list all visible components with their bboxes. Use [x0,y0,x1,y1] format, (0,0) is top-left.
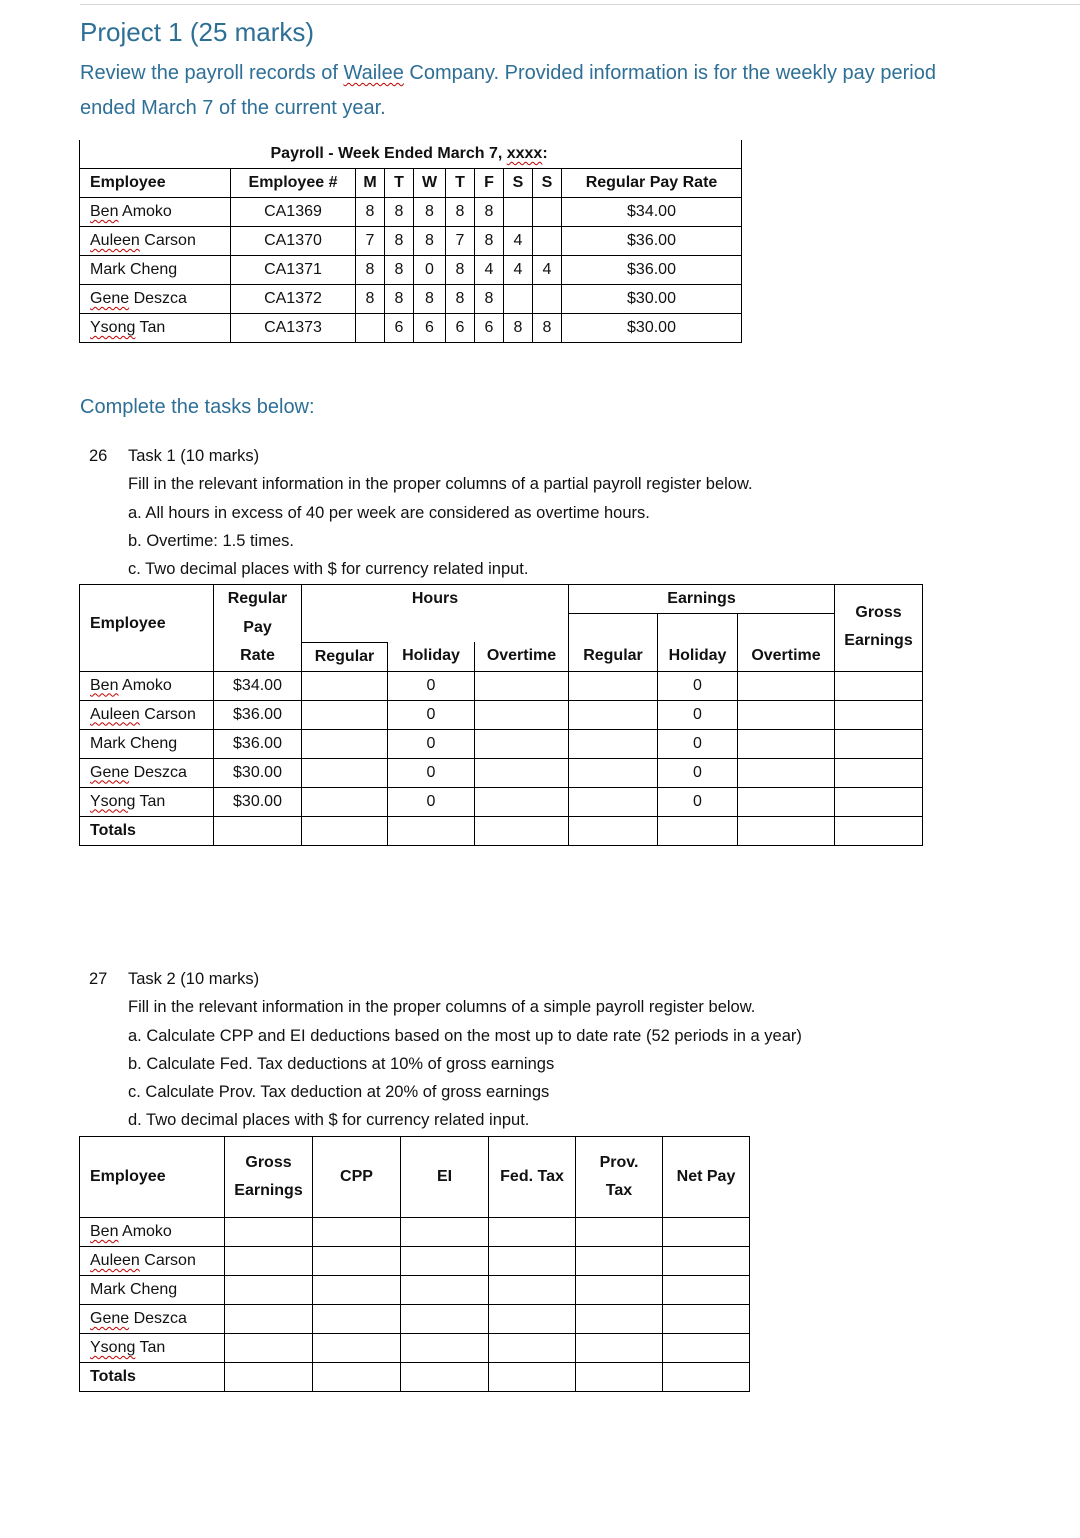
t1-overtime-earnings-cell[interactable] [738,787,835,816]
t2-row [80,1305,750,1334]
page-title: Project 1 (25 marks) [80,17,315,47]
t2-header-cpp: CPP [313,1137,401,1218]
employee-number: CA1369 [231,198,356,227]
daily-hours: 6 [414,314,446,343]
t1-regular-hours-cell[interactable] [302,758,388,787]
t1-total-cell[interactable] [475,816,569,845]
employee-name: Ben Amoko [80,1218,225,1247]
t2-row [80,1218,750,1247]
header-day: W [414,169,446,198]
t1-overtime-hours-cell[interactable] [475,729,569,758]
daily-hours: 4 [533,256,562,285]
t1-row [80,671,923,700]
t1-totals-row [80,816,923,845]
t2-ei-cell[interactable] [401,1218,489,1247]
t2-prov-tax-cell[interactable] [576,1247,663,1276]
t1-regular-hours-cell[interactable] [302,729,388,758]
regular-pay-rate: $36.00 [562,227,742,256]
header-day: T [446,169,475,198]
t1-header-hours: Hours [302,585,569,614]
t1-subheader-overtime-earnings: Overtime [738,642,835,671]
daily-hours: 0 [414,256,446,285]
daily-hours: 8 [475,227,504,256]
t2-cpp-cell[interactable] [313,1218,401,1247]
t2-header-ei: EI [401,1137,489,1218]
daily-hours: 8 [533,314,562,343]
t2-fed-tax-cell[interactable] [489,1276,576,1305]
employee-name: Mark Cheng [80,729,214,758]
t2-fed-tax-cell[interactable] [489,1305,576,1334]
t1-header-gross-earnings: Gross Earnings [835,585,923,672]
daily-hours: 4 [504,227,533,256]
task2-line: a. Calculate CPP and EI deductions based on the most up to date rate (52 periods in a year) [128,1026,802,1045]
t1-holiday-earnings: 0 [658,787,738,816]
task2-line: b. Calculate Fed. Tax deductions at 10% of gross earnings [128,1054,555,1073]
employee-name: Gene Deszca [80,758,214,787]
t2-prov-tax-cell[interactable] [576,1276,663,1305]
t2-fed-tax-cell[interactable] [489,1334,576,1363]
payroll-row [80,256,742,285]
t1-overtime-earnings-cell[interactable] [738,758,835,787]
header-day: T [385,169,414,198]
t1-total-cell[interactable] [569,816,658,845]
t1-regular-hours-cell[interactable] [302,787,388,816]
t2-net-pay-cell[interactable] [663,1334,750,1363]
t2-total-cell[interactable] [401,1363,489,1392]
t2-header-employee: Employee [80,1137,225,1218]
regular-pay-rate: $34.00 [562,198,742,227]
intro-text-b: Company. Provided information is for the weekly pay period [403,62,936,84]
simple-payroll-register [79,1136,750,1392]
t1-gross-earnings-cell[interactable] [835,787,923,816]
t2-ei-cell[interactable] [401,1334,489,1363]
daily-hours: 8 [385,198,414,227]
intro-text-a: Review the payroll records of [80,62,344,84]
header-day: S [533,169,562,198]
task1-line: c. Two decimal places with $ for currency related input. [128,560,529,579]
daily-hours: 8 [475,285,504,314]
t1-subheader-regular-hours: Regular [302,642,388,671]
task1-number: 26 [89,447,108,465]
header-day: M [356,169,385,198]
t1-overtime-hours-cell[interactable] [475,787,569,816]
t1-total-cell[interactable] [658,816,738,845]
t1-header-earnings: Earnings [569,585,835,614]
daily-hours: 8 [414,227,446,256]
t1-pay-rate: $30.00 [214,758,302,787]
employee-name: Auleen Carson [80,1247,225,1276]
regular-pay-rate: $36.00 [562,256,742,285]
t2-row [80,1276,750,1305]
daily-hours [533,198,562,227]
t2-cpp-cell[interactable] [313,1247,401,1276]
t1-holiday-earnings: 0 [658,729,738,758]
t2-total-cell[interactable] [489,1363,576,1392]
task2-number: 27 [89,970,108,988]
t1-total-cell[interactable] [302,816,388,845]
daily-hours [356,314,385,343]
employee-name: Mark Cheng [80,256,231,285]
t1-overtime-earnings-cell[interactable] [738,671,835,700]
t2-totals-row [80,1363,750,1392]
t1-overtime-hours-cell[interactable] [475,758,569,787]
t1-totals-label: Totals [80,816,214,845]
employee-number: CA1372 [231,285,356,314]
t1-regular-hours-cell[interactable] [302,671,388,700]
t1-pay-rate: $34.00 [214,671,302,700]
daily-hours: 8 [356,256,385,285]
t2-ei-cell[interactable] [401,1247,489,1276]
employee-name: Auleen Carson [80,700,214,729]
t1-total-cell[interactable] [835,816,923,845]
employee-name: Gene Deszca [80,1305,225,1334]
t1-header-regular-pay-rate: Regular Pay Rate [214,585,302,672]
t1-regular-earnings-cell[interactable] [569,729,658,758]
t1-subheader-overtime-hours: Overtime [475,642,569,671]
header-day: F [475,169,504,198]
t2-totals-label: Totals [80,1363,225,1392]
t1-regular-earnings-cell[interactable] [569,671,658,700]
daily-hours: 6 [475,314,504,343]
task2-instructions [89,965,802,1135]
t2-gross-cell[interactable] [225,1218,313,1247]
payroll-caption: Payroll - Week Ended March 7, xxxx: [270,145,548,162]
employee-name: Ysong Tan [80,1334,225,1363]
daily-hours: 8 [356,285,385,314]
payroll-row [80,227,742,256]
daily-hours: 7 [356,227,385,256]
t1-holiday-hours: 0 [388,729,475,758]
t2-ei-cell[interactable] [401,1305,489,1334]
t1-total-cell[interactable] [388,816,475,845]
t1-overtime-earnings-cell[interactable] [738,729,835,758]
t2-cpp-cell[interactable] [313,1334,401,1363]
payroll-records-table [79,140,742,343]
t1-holiday-hours: 0 [388,787,475,816]
t1-holiday-hours: 0 [388,758,475,787]
intro-paragraph [80,56,1020,126]
t2-cpp-cell[interactable] [313,1276,401,1305]
task2-title: Task 2 (10 marks) [128,970,260,988]
daily-hours [533,227,562,256]
t1-overtime-hours-cell[interactable] [475,700,569,729]
employee-name: Mark Cheng [80,1276,225,1305]
employee-number: CA1371 [231,256,356,285]
partial-payroll-register [79,584,923,846]
t2-header-prov-tax: Prov. Tax [576,1137,663,1218]
employee-name: Ben Amoko [80,198,231,227]
t1-regular-earnings-cell[interactable] [569,758,658,787]
t2-fed-tax-cell[interactable] [489,1247,576,1276]
daily-hours: 8 [385,256,414,285]
daily-hours [504,198,533,227]
employee-name: Ysong Tan [80,314,231,343]
t1-pay-rate: $30.00 [214,787,302,816]
header-employee: Employee [80,169,231,198]
t1-overtime-hours-cell[interactable] [475,671,569,700]
daily-hours: 8 [414,285,446,314]
daily-hours: 8 [475,198,504,227]
t2-header-gross-earnings: Gross Earnings [225,1137,313,1218]
t1-regular-hours-cell[interactable] [302,700,388,729]
t1-subheader-holiday-hours: Holiday [388,642,475,671]
t2-net-pay-cell[interactable] [663,1247,750,1276]
task2-line: d. Two decimal places with $ for currency related input. [128,1111,530,1130]
daily-hours: 8 [356,198,385,227]
payroll-caption-row [80,140,742,169]
t1-total-cell[interactable] [738,816,835,845]
task1-line: b. Overtime: 1.5 times. [128,531,294,550]
daily-hours: 8 [414,198,446,227]
t2-cpp-cell[interactable] [313,1305,401,1334]
task1-line: a. All hours in excess of 40 per week are considered as overtime hours. [128,503,650,522]
t1-total-cell[interactable] [214,816,302,845]
task1-line: Fill in the relevant information in the proper columns of a partial payroll register below. [128,475,753,494]
daily-hours: 4 [504,256,533,285]
t1-holiday-hours: 0 [388,700,475,729]
employee-name: Ysong Tan [80,787,214,816]
t1-gross-earnings-cell[interactable] [835,671,923,700]
employee-name: Ben Amoko [80,671,214,700]
t1-holiday-hours: 0 [388,671,475,700]
top-rule [80,4,1080,5]
t1-pay-rate: $36.00 [214,729,302,758]
daily-hours: 8 [385,285,414,314]
t1-gross-earnings-cell[interactable] [835,729,923,758]
intro-text-c: ended March 7 of the current year. [80,97,386,119]
t2-prov-tax-cell[interactable] [576,1305,663,1334]
task1-instructions [89,442,753,583]
t1-regular-earnings-cell[interactable] [569,787,658,816]
daily-hours: 8 [385,227,414,256]
t1-holiday-earnings: 0 [658,671,738,700]
t1-pay-rate: $36.00 [214,700,302,729]
t1-gross-earnings-cell[interactable] [835,700,923,729]
daily-hours: 4 [475,256,504,285]
t2-gross-cell[interactable] [225,1334,313,1363]
complete-tasks-heading: Complete the tasks below: [80,396,315,418]
t2-total-cell[interactable] [225,1363,313,1392]
daily-hours: 6 [446,314,475,343]
t2-total-cell[interactable] [576,1363,663,1392]
t2-header-fed-tax: Fed. Tax [489,1137,576,1218]
t2-prov-tax-cell[interactable] [576,1218,663,1247]
t1-subheader-regular-earnings: Regular [569,642,658,671]
header-regular-pay-rate: Regular Pay Rate [562,169,742,198]
daily-hours: 8 [446,256,475,285]
t2-header-net-pay: Net Pay [663,1137,750,1218]
t2-row [80,1334,750,1363]
t1-row [80,758,923,787]
employee-number: CA1373 [231,314,356,343]
t1-header-employee: Employee [80,585,214,672]
t2-net-pay-cell[interactable] [663,1276,750,1305]
daily-hours: 6 [385,314,414,343]
t2-gross-cell[interactable] [225,1276,313,1305]
t1-regular-earnings-cell[interactable] [569,700,658,729]
t1-row [80,787,923,816]
t2-ei-cell[interactable] [401,1276,489,1305]
daily-hours: 8 [446,285,475,314]
payroll-header-row [80,169,742,198]
intro-company-word: Wailee [343,62,404,84]
t2-net-pay-cell[interactable] [663,1305,750,1334]
t1-holiday-earnings: 0 [658,758,738,787]
payroll-row [80,285,742,314]
t2-total-cell[interactable] [663,1363,750,1392]
task2-line: Fill in the relevant information in the proper columns of a simple payroll register below. [128,998,756,1017]
t1-gross-earnings-cell[interactable] [835,758,923,787]
header-day: S [504,169,533,198]
payroll-row [80,198,742,227]
t2-net-pay-cell[interactable] [663,1218,750,1247]
daily-hours [504,285,533,314]
daily-hours: 7 [446,227,475,256]
t2-fed-tax-cell[interactable] [489,1218,576,1247]
t1-row [80,729,923,758]
task1-title: Task 1 (10 marks) [128,447,260,465]
employee-name: Auleen Carson [80,227,231,256]
t1-holiday-earnings: 0 [658,700,738,729]
t1-overtime-earnings-cell[interactable] [738,700,835,729]
t2-gross-cell[interactable] [225,1247,313,1276]
employee-name: Gene Deszca [80,285,231,314]
regular-pay-rate: $30.00 [562,314,742,343]
task2-line: c. Calculate Prov. Tax deduction at 20% of gross earnings [128,1083,550,1102]
t1-subheader-holiday-earnings: Holiday [658,642,738,671]
t2-prov-tax-cell[interactable] [576,1334,663,1363]
t1-row [80,700,923,729]
employee-number: CA1370 [231,227,356,256]
t2-total-cell[interactable] [313,1363,401,1392]
daily-hours: 8 [446,198,475,227]
header-employee-number: Employee # [231,169,356,198]
daily-hours: 8 [504,314,533,343]
regular-pay-rate: $30.00 [562,285,742,314]
payroll-row [80,314,742,343]
daily-hours [533,285,562,314]
t2-row [80,1247,750,1276]
t2-gross-cell[interactable] [225,1305,313,1334]
